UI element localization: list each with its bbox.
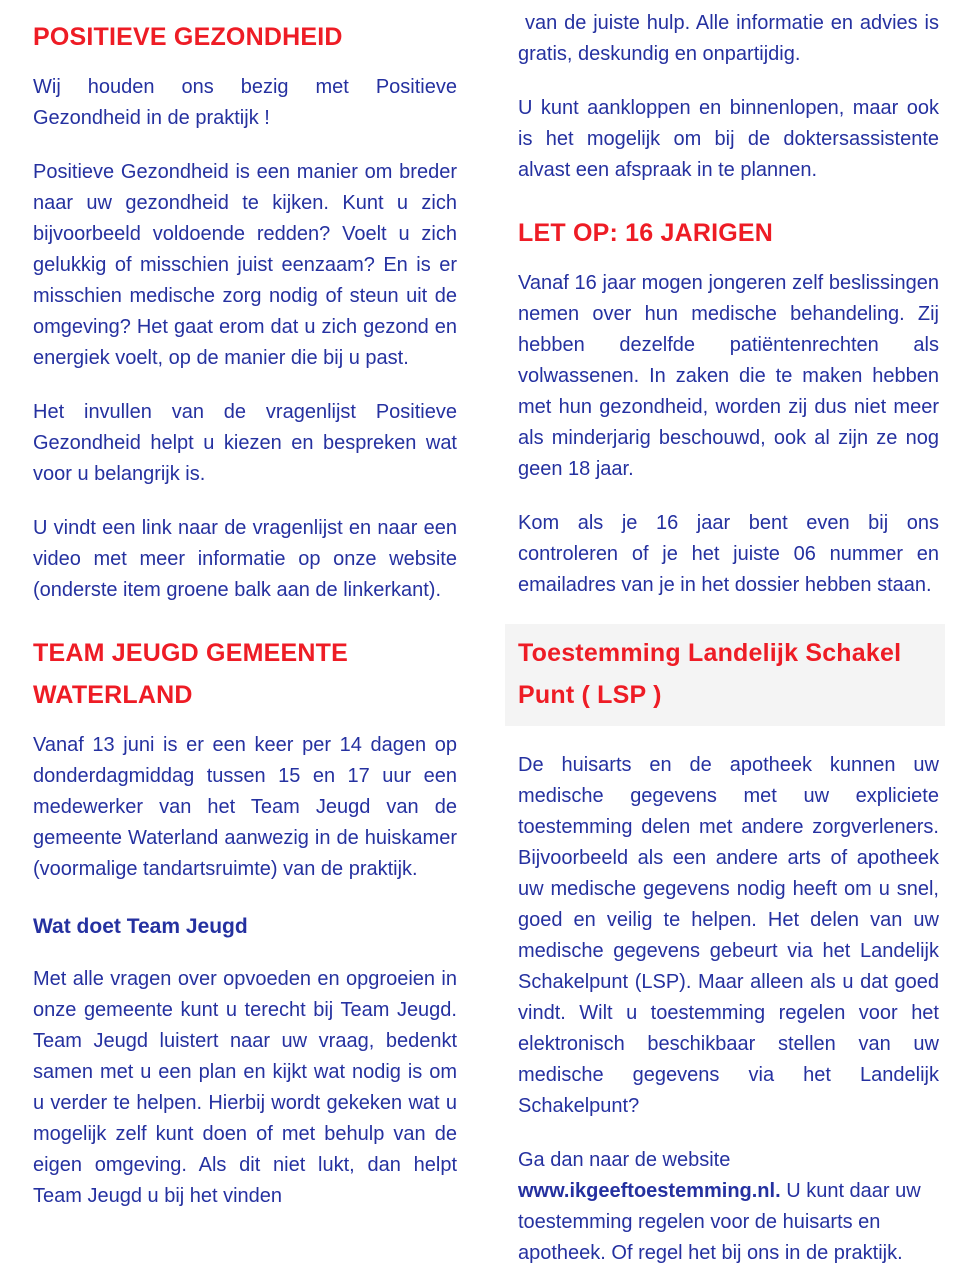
right-column: [518, 8, 939, 1285]
ga-dan-naar-text: Ga dan naar de website: [518, 1149, 731, 1171]
heading-team-jeugd: TEAM JEUGD GEMEENTE WATERLAND: [33, 639, 348, 709]
ga-dan-rest-text: U kunt daar uw toestemming regelen voor de huisarts en apotheek. Of regel het bij ons in de praktijk.: [518, 1180, 921, 1264]
paragraph-vragenlijst: Het invullen van de vragenlijst Positieve Gezondheid helpt u kiezen en bespreken wat voor u belangrijk is.: [33, 401, 457, 485]
subheading-wat-doet-team-jeugd: Wat doet Team Jeugd: [33, 915, 248, 938]
paragraph-lsp-uitleg: De huisarts en de apotheek kunnen uw medische gegevens met uw expliciete toestemming delen met andere zorgverleners. Bijvoorbeeld als een andere arts of apotheek uw medische gegevens nodig heeft om u snel, goed en veilig te helpen. Het delen van uw medische gegevens gebeurt via het Landelijk Schakelpunt (LSP). Maar alleen als u dat goed vindt. Wilt u toestemming regelen voor het elektronisch beschikbaar stellen van uw medische gegevens via het Landelijk Schakelpunt?: [518, 754, 939, 1117]
paragraph-kom-als-je-16: Kom als je 16 jaar bent even bij ons controleren of je het juiste 06 nummer en emailadres van je in het dossier hebben staan.: [518, 512, 939, 596]
left-column: [33, 16, 457, 1235]
paragraph-link-website: U vindt een link naar de vragenlijst en naar een video met meer informatie op onze website (onderste item groene balk aan de linkerkant).: [33, 517, 457, 601]
paragraph-ga-dan-website: [518, 1145, 939, 1269]
heading-let-op-16-jarigen: LET OP: 16 JARIGEN: [518, 219, 774, 247]
paragraph-vanaf-16-jaar: Vanaf 16 jaar mogen jongeren zelf beslissingen nemen over hun medische behandeling. Zij hebben dezelfde patiëntenrechten als volwassenen. In zaken die te maken hebben met hun gezondheid, worden zij dus niet meer als minderjarig beschouwd, ook al zijn ze nog geen 18 jaar.: [518, 272, 939, 480]
paragraph-vanaf-13-juni: Vanaf 13 juni is er een keer per 14 dagen op donderdagmiddag tussen 15 en 17 uur een medewerker van het Team Jeugd van de gemeente Waterland aanwezig in de huiskamer (voormalige tandartsruimte) van de praktijk.: [33, 734, 457, 880]
paragraph-juiste-hulp: van de juiste hulp. Alle informatie en advies is gratis, deskundig en onpartijdig.: [518, 12, 939, 65]
paragraph-positieve-uitleg: Positieve Gezondheid is een manier om breder naar uw gezondheid te kijken. Kunt u zich bijvoorbeeld voldoende redden? Voelt u zich gelukkig of misschien juist eenzaam? En is er misschien medische zorg nodig of steun uit de omgeving? Het gaat erom dat u zich gezond en energiek voelt, op de manier die bij u past.: [33, 161, 457, 369]
paragraph-positieve-intro: Wij houden ons bezig met Positieve Gezondheid in de praktijk !: [33, 76, 457, 129]
website-url-text: www.ikgeeftoestemming.nl.: [518, 1180, 781, 1202]
lsp-heading-band: [505, 624, 945, 726]
paragraph-met-alle-vragen: Met alle vragen over opvoeden en opgroeien in onze gemeente kunt u terecht bij Team Jeugd. Team Jeugd luistert naar uw vraag, bedenkt samen met u een plan en kijkt wat nodig is om u verder te helpen. Hierbij wordt gekeken wat u mogelijk zelf kunt doen of met behulp van de eigen omgeving. Als dit niet lukt, dan helpt Team Jeugd u bij het vinden: [33, 968, 457, 1207]
heading-positieve-gezondheid: POSITIEVE GEZONDHEID: [33, 23, 343, 51]
paragraph-aankloppen: U kunt aankloppen en binnenlopen, maar ook is het mogelijk om bij de doktersassistente alvast een afspraak in te plannen.: [518, 97, 939, 181]
heading-toestemming-lsp: Toestemming Landelijk Schakel Punt ( LSP ): [518, 639, 902, 709]
